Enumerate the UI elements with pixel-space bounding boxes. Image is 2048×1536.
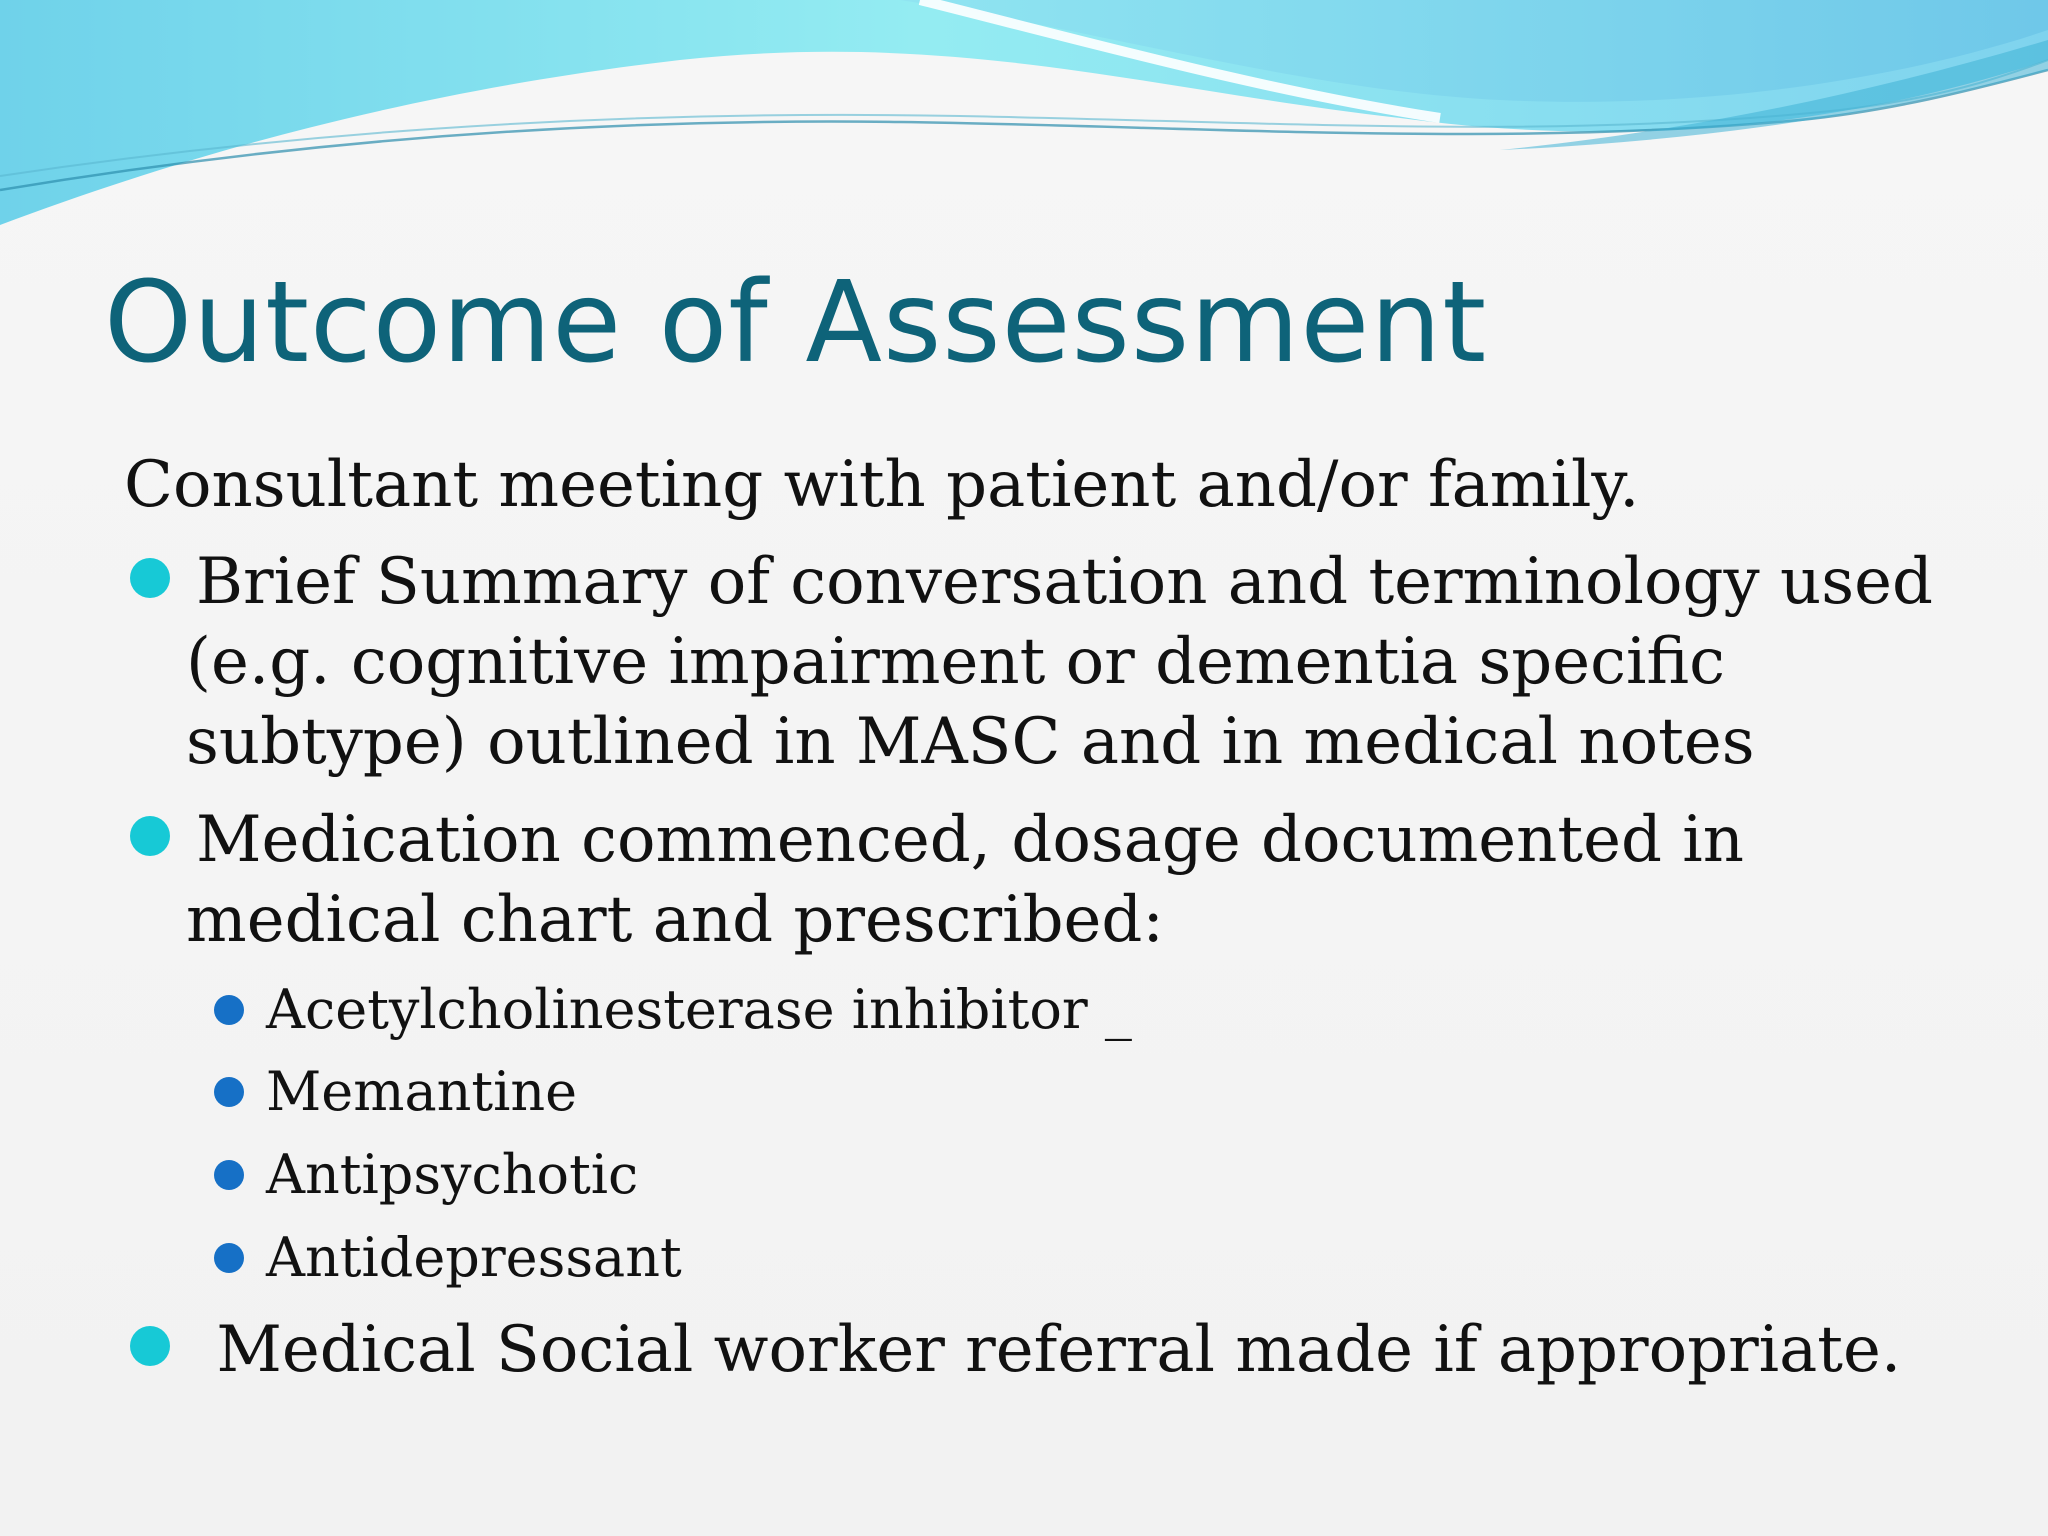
sub-bullet-dot-icon [214, 1160, 244, 1190]
sub-bullet-text: Antipsychotic [266, 1143, 639, 1206]
slide-title: Outcome of Assessment [104, 258, 1488, 388]
bullet-line: subtype) outlined in MASC and in medical notes [186, 705, 1755, 779]
bullet-line: Medical Social worker referral made if appropriate. [196, 1313, 1902, 1387]
bullet-dot-icon [130, 1326, 170, 1366]
sub-bullet-text: Antidepressant [266, 1226, 682, 1289]
bullet-line: Medication commenced, dosage documented in [196, 803, 1744, 877]
sub-bullet-dot-icon [214, 995, 244, 1025]
sub-bullet-dot-icon [214, 1077, 244, 1107]
bullet-line: medical chart and prescribed: [186, 883, 1164, 957]
bullet-text [186, 1310, 2006, 1390]
bullet-line: Brief Summary of conversation and terminology used [196, 545, 1933, 619]
bullet-dot-icon [130, 558, 170, 598]
sub-bullet-dot-icon [214, 1243, 244, 1273]
sub-bullet-text: Memantine [266, 1060, 578, 1123]
bullet-text [186, 542, 2006, 782]
bullet-line: (e.g. cognitive impairment or dementia specific [186, 625, 1725, 699]
sub-bullet-text: Acetylcholinesterase inhibitor _ [266, 978, 1132, 1041]
bullet-dot-icon [130, 816, 170, 856]
intro-text: Consultant meeting with patient and/or family. [124, 448, 1640, 522]
bullet-text [186, 800, 2006, 960]
